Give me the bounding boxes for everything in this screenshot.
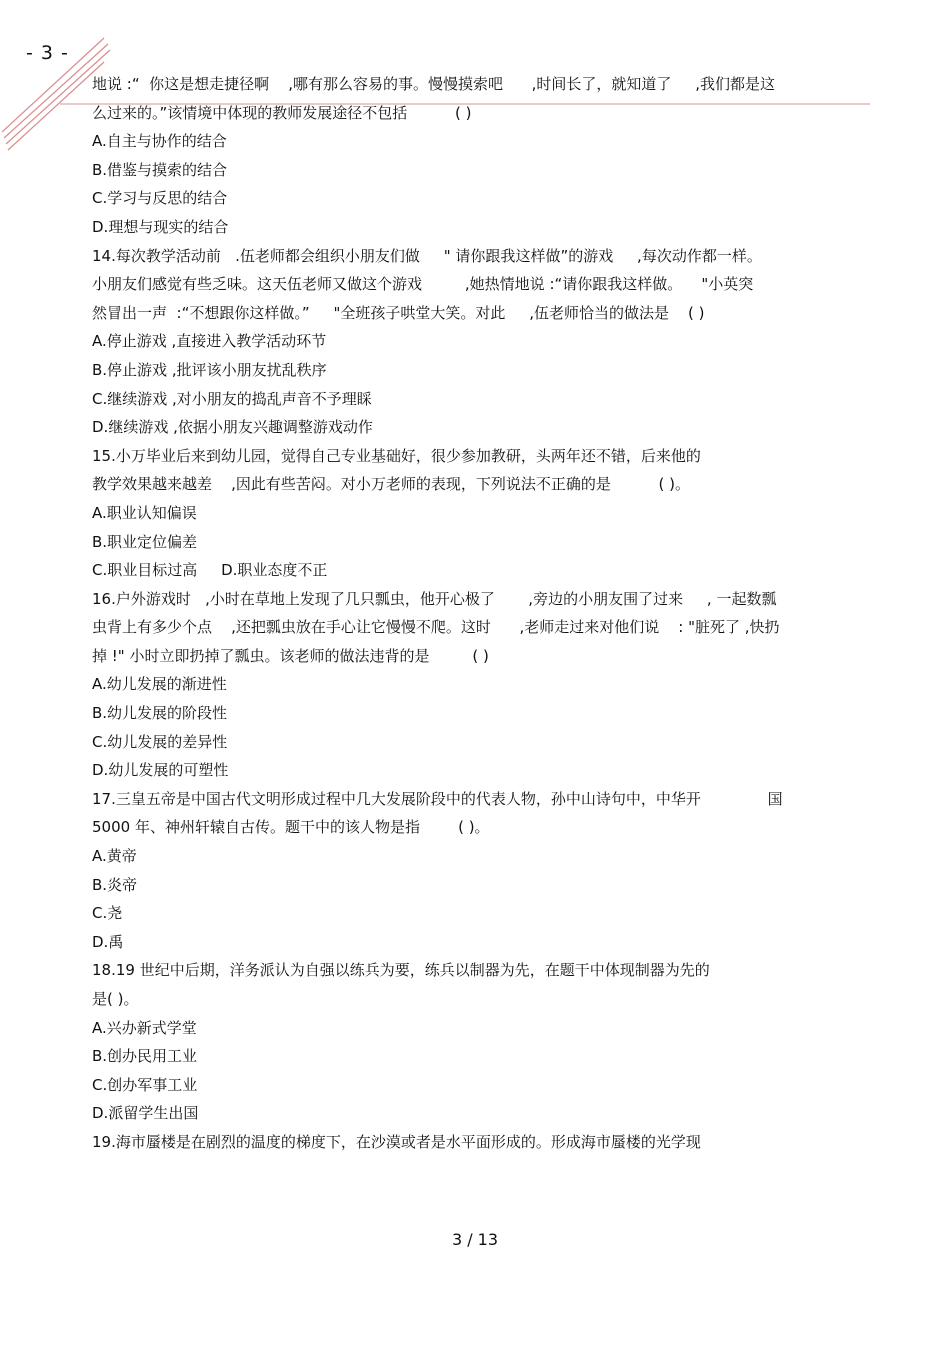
- option-line: D.继续游戏 ,依据小朋友兴趣调整游戏动作: [92, 418, 373, 437]
- page-number: 3 / 13: [451, 1230, 499, 1249]
- option-line: B.职业定位偏差: [92, 532, 198, 551]
- option-line: B.幼儿发展的阶段性: [92, 704, 228, 723]
- option-line: A.幼儿发展的渐进性: [92, 675, 227, 694]
- question-line: 16.户外游戏时 ,小时在草地上发现了几只瓢虫，他开心极了 ,旁边的小朋友围了过来 , 一起数瓢: [92, 589, 777, 608]
- option-line: D.禹: [92, 932, 124, 951]
- text-line: 5000 年、神州轩辕自古传。题干中的该人物是指 ( )。: [92, 818, 490, 837]
- option-line: A.黄帝: [92, 847, 137, 866]
- option-line: A.兴办新式学堂: [92, 1018, 197, 1037]
- text-line: 教学效果越来越差 ,因此有些苦闷。对小万老师的表现，下列说法不正确的是 ( )。: [92, 475, 690, 494]
- document-body: [92, 70, 867, 1157]
- option-line: A.自主与协作的结合: [92, 132, 227, 151]
- option-line: C.学习与反思的结合: [92, 189, 228, 208]
- text-line: 地说 :“ 你这是想走捷径啊 ,哪有那么容易的事。慢慢摸索吧 ,时间长了，就知道了 ,我们都是这: [92, 75, 775, 93]
- question-line: 19.海市蜃楼是在剧烈的温度的梯度下，在沙漠或者是水平面形成的。形成海市蜃楼的光学现: [92, 1132, 701, 1151]
- option-line: D.幼儿发展的可塑性: [92, 761, 229, 780]
- option-line: B.借鉴与摸索的结合: [92, 160, 228, 179]
- option-line: C.继续游戏 ,对小朋友的捣乱声音不予理睬: [92, 389, 372, 408]
- option-line: D.派留学生出国: [92, 1104, 199, 1123]
- question-line: 14.每次教学活动前 .伍老师都会组织小朋友们做 " 请你跟我这样做”的游戏 ,每次动作都一样。: [92, 246, 762, 265]
- text-line: 是( )。: [92, 990, 139, 1008]
- option-line: C.尧: [92, 904, 123, 923]
- option-line: C.创办军事工业: [92, 1075, 198, 1094]
- text-line: 小朋友们感觉有些乏味。这天伍老师又做这个游戏 ,她热情地说 :“请你跟我这样做。 "小英突: [92, 275, 754, 294]
- option-line: C.职业目标过高 D.职业态度不正: [92, 561, 328, 580]
- option-line: D.理想与现实的结合: [92, 217, 229, 236]
- option-line: C.幼儿发展的差异性: [92, 732, 228, 751]
- option-line: A.职业认知偏误: [92, 503, 197, 522]
- question-line: 17.三皇五帝是中国古代文明形成过程中几大发展阶段中的代表人物，孙中山诗句中，中华开 国: [92, 789, 783, 808]
- text-line: 虫背上有多少个点 ,还把瓢虫放在手心让它慢慢不爬。这时 ,老师走过来对他们说 : "脏死了 ,快扔: [92, 618, 780, 637]
- question-line: 18.19 世纪中后期，洋务派认为自强以练兵为要，练兵以制器为先，在题干中体现制器为先的: [92, 961, 710, 980]
- option-line: A.停止游戏 ,直接进入教学活动环节: [92, 332, 327, 351]
- page-marker: - 3 -: [26, 42, 69, 64]
- option-line: B.停止游戏 ,批评该小朋友扰乱秩序: [92, 360, 327, 379]
- text-line: 么过来的。”该情境中体现的教师发展途径不包括 ( ): [92, 103, 472, 122]
- question-line: 15.小万毕业后来到幼儿园，觉得自己专业基础好，很少参加教研，头两年还不错，后来他的: [92, 446, 701, 465]
- option-line: B.炎帝: [92, 875, 138, 894]
- option-line: B.创办民用工业: [92, 1047, 198, 1066]
- text-line: 然冒出一声 :“不想跟你这样做。” "全班孩子哄堂大笑。对此 ,伍老师恰当的做法是 ( ): [92, 303, 705, 322]
- text-line: 掉 !" 小时立即扔掉了瓢虫。该老师的做法违背的是 ( ): [92, 646, 489, 665]
